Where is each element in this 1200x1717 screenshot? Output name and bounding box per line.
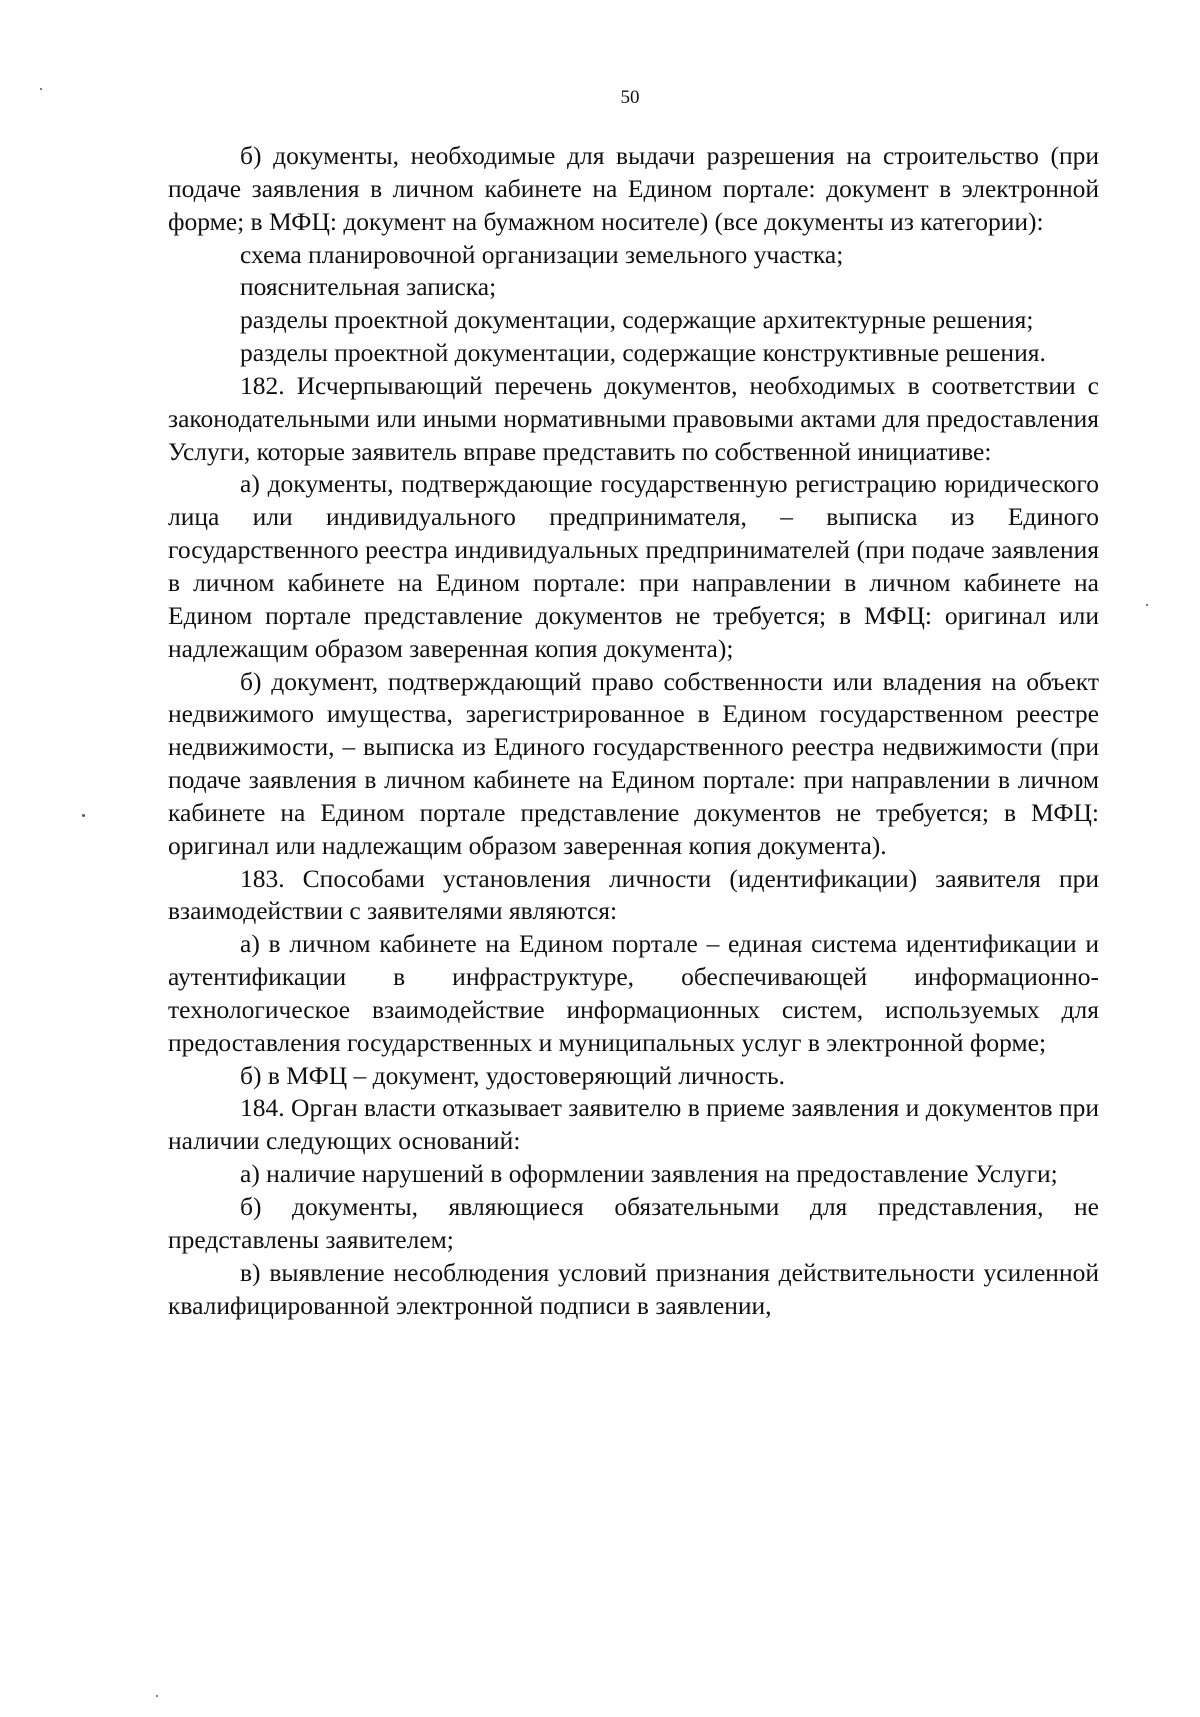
paragraph-documents-for-permit: б) документы, необходимые для выдачи разрешения на строительство (при подаче заявления в личном кабинете на Едином портале: документ в электронной форме; в МФЦ: документ на бумажном носителе) (все документы из категории): (168, 141, 1099, 236)
scan-speck (82, 814, 85, 817)
paragraph-184-a: а) наличие нарушений в оформлении заявления на предоставление Услуги; (240, 1159, 1058, 1189)
paragraph-182: 182. Исчерпывающий перечень документов, необходимых в соответствии с законодательными или иными нормативными правовыми актами для предоставления Услуги, которые заявитель вправе представить по собственной инициативе: (168, 370, 1099, 466)
paragraph-184-b: б) документы, являющиеся обязательными для представления, не представлены заявителем; (168, 1192, 1099, 1254)
paragraph-182-a: а) документы, подтверждающие государственную регистрацию юридического лица или индивидуального предпринимателя, – выписка из Единого государственного реестра индивидуальных предпринимателей (при подаче заявления в личном кабинете на Едином портале: при направлении в личном кабинете на Едином портале представление документов не требуется; в МФЦ: оригинал или надлежащим образом заверенная копия документа); (168, 469, 1099, 663)
paragraph-183: 183. Способами установления личности (идентификации) заявителя при взаимодействии с заявителями являются: (168, 863, 1099, 926)
scan-speck (1146, 604, 1148, 606)
paragraph-structural-sections: разделы проектной документации, содержащие конструктивные решения. (240, 338, 1046, 368)
page-number: 50 (620, 87, 640, 108)
scan-speck (40, 88, 42, 90)
paragraph-explanatory-note: пояснительная записка; (240, 272, 497, 302)
paragraph-183-a: а) в личном кабинете на Едином портале – единая система идентификации и аутентификации в инфраструктуре, обеспечивающей информационно-технологическое взаимодействие информационных систем, используемых для предоставления государственных и муниципальных услуг в электронной форме; (168, 929, 1099, 1057)
scan-speck (156, 1695, 158, 1697)
paragraph-scheme: схема планировочной организации земельного участка; (240, 239, 844, 269)
paragraph-architectural-sections: разделы проектной документации, содержащие архитектурные решения; (240, 305, 1034, 335)
paragraph-183-b: б) в МФЦ – документ, удостоверяющий личность. (240, 1060, 786, 1090)
paragraph-184: 184. Орган власти отказывает заявителю в приеме заявления и документов при наличии следующих оснований: (168, 1093, 1099, 1156)
paragraph-182-b: б) документ, подтверждающий право собственности или владения на объект недвижимого имущества, зарегистрированное в Едином государственном реестре недвижимости, – выписка из Единого государственного реестра недвижимости (при подаче заявления в личном кабинете на Едином портале: при направлении в личном кабинете на Едином портале представление документов не требуется; в МФЦ: оригинал или надлежащим образом заверенная копия документа). (168, 666, 1099, 860)
paragraph-184-c: в) выявление несоблюдения условий признания действительности усиленной квалифицированной электронной подписи в заявлении, (168, 1257, 1099, 1320)
document-body (168, 140, 1099, 1322)
